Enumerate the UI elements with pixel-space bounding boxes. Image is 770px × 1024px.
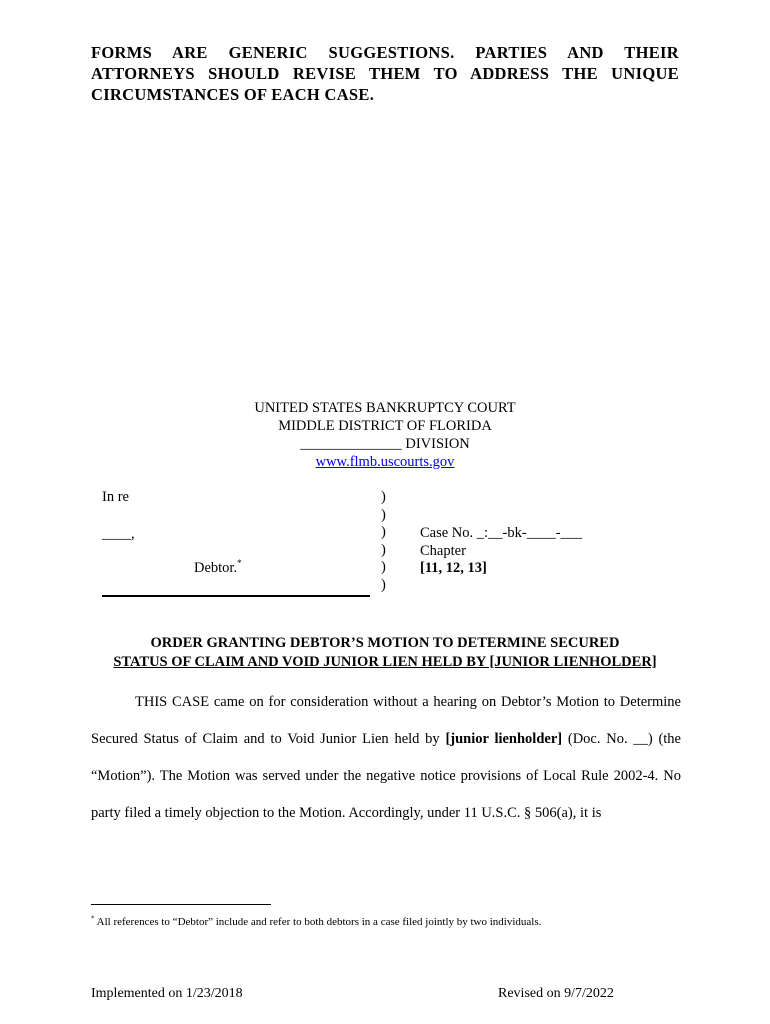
- caption-parens: ) ) ) ) ) ): [381, 489, 386, 593]
- chapter: Chapter [11, 12, 13]: [420, 542, 487, 576]
- order-title: [0, 634, 770, 672]
- court-website-link[interactable]: www.flmb.uscourts.gov: [315, 454, 455, 470]
- implemented-date: Implemented on 1/23/2018: [91, 986, 243, 1001]
- order-title-line2: STATUS OF CLAIM AND VOID JUNIOR LIEN HELD BY [JUNIOR LIENHOLDER]: [113, 654, 657, 670]
- debtor-label: Debtor.*: [194, 558, 242, 576]
- footnote-mark: *: [91, 914, 95, 923]
- court-division: ______________ DIVISION: [300, 436, 470, 452]
- debtor-name-blank: ____,: [102, 526, 135, 542]
- lienholder-placeholder: [junior lienholder]: [445, 731, 563, 747]
- footnote-ref: *: [237, 558, 242, 569]
- caption-rule: [102, 595, 370, 597]
- footnote-divider: [91, 904, 271, 905]
- order-title-line1: ORDER GRANTING DEBTOR’S MOTION TO DETERMINE SECURED: [150, 635, 620, 651]
- body-paragraph: THIS CASE came on for consideration without a hearing on Debtor’s Motion to Determine Secured Status of Claim and to Void Junior Lien held by [junior lienholder] (Doc. No. __) (the “Motion”). The Motion was served under the negative notice provisions of Local Rule 2002-4. No party filed a timely objection to the Motion. Accordingly, under 11 U.S.C. § 506(a), it is: [91, 694, 681, 821]
- revised-date: Revised on 9/7/2022: [498, 986, 614, 1001]
- case-number: Case No. _:__-bk-____-___: [420, 525, 583, 541]
- case-caption: [102, 489, 622, 604]
- in-re-label: In re: [102, 489, 129, 505]
- footnote-text: All references to “Debtor” include and refer to both debtors in a case filed jointly by two individuals.: [94, 916, 542, 928]
- order-body: [91, 684, 681, 832]
- disclaimer-notice: FORMS ARE GENERIC SUGGESTIONS. PARTIES AND THEIR ATTORNEYS SHOULD REVISE THEM TO ADDRESS THE UNIQUE CIRCUMSTANCES OF EACH CASE.: [91, 43, 679, 104]
- court-name: UNITED STATES BANKRUPTCY COURT: [254, 400, 516, 416]
- court-district: MIDDLE DISTRICT OF FLORIDA: [278, 418, 492, 434]
- chapter-value: [11, 12, 13]: [420, 560, 487, 576]
- footnote: [91, 915, 691, 929]
- court-header: [0, 399, 770, 471]
- caption-right: [420, 525, 582, 578]
